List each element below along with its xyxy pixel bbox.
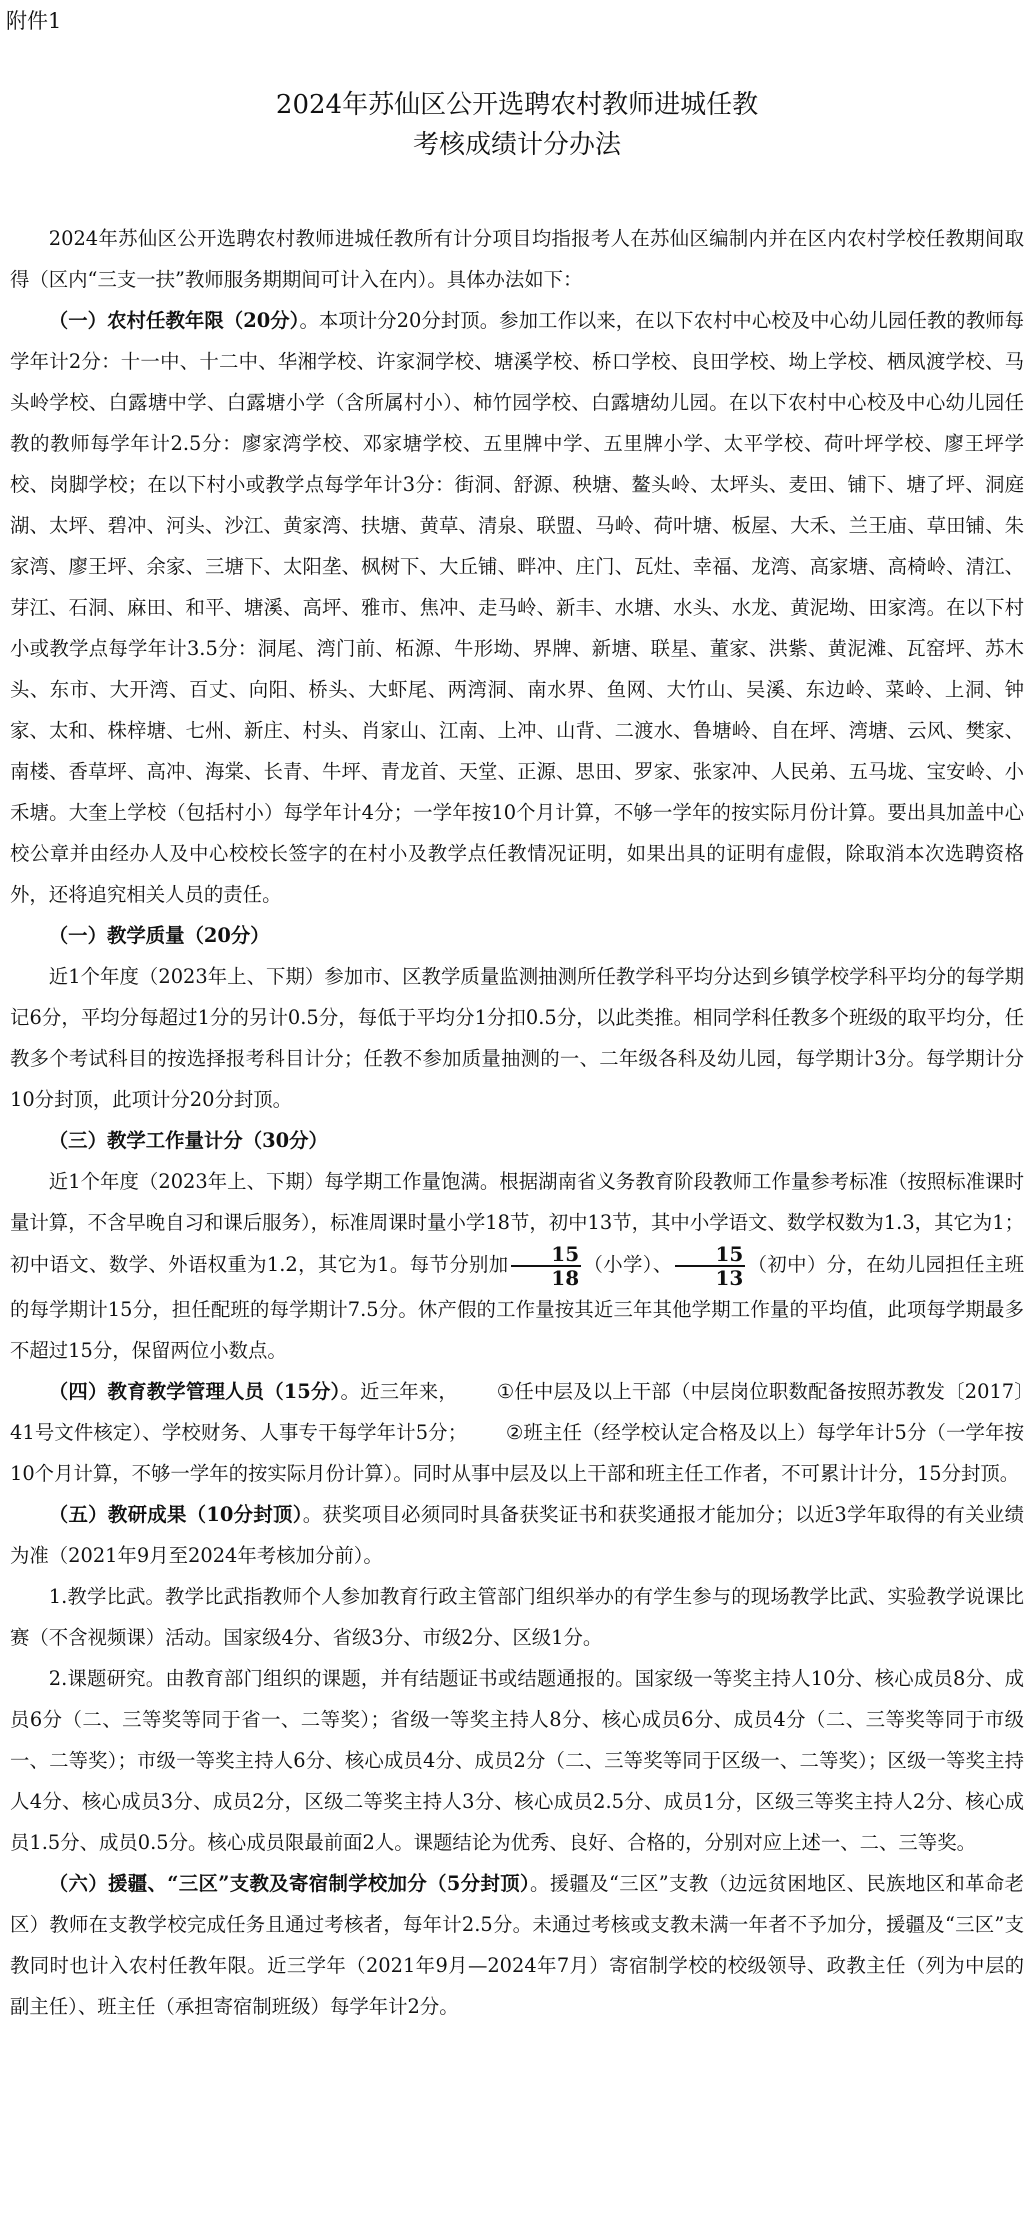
section-2-body: 近1个年度（2023年上、下期）参加市、区教学质量监测抽测所任教学科平均分达到乡镇学校学科平均分的每学期记6分，平均分每超过1分的另计0.5分，每低于平均分1分扣0.5分，以此类推。相同学科任教多个班级的取平均分，任教多个考试科目的按选择报考科目计分；任教不参加质量抽测的一、二年级各科及幼儿园，每学期计3分。每学期计分10分封顶，此项计分20分封顶。 — [10, 965, 1024, 1111]
document-body — [10, 218, 1024, 2027]
document-title-line-1: 2024年苏仙区公开选聘农村教师进城任教 — [275, 90, 759, 120]
fraction-junior — [675, 1243, 746, 1289]
intro-paragraph — [10, 218, 1024, 300]
section-4-paragraph — [10, 1371, 1024, 1494]
section-3-body-a: 近1个年度（2023年上、下期）每学期工作量饱满。根据湖南省义务教育阶段教师工作量参考标准（按照标准课时量计算，不含早晚自习和课后服务），标准周课时量小学18节，初中13节，其中小学语文、数学权数为1.3，其它为1；初中语文、数学、外语权重为1.2，其它为1。每节分别加 — [10, 1170, 1024, 1276]
section-1-paragraph — [10, 300, 1024, 915]
section-1-body: 。本项计分20分封顶。参加工作以来，在以下农村中心校及中心幼儿园任教的教师每学年计2分：十一中、十二中、华湘学校、许家洞学校、塘溪学校、桥口学校、良田学校、坳上学校、栖凤渡学校、马头岭学校、白露塘中学、白露塘小学（含所属村小）、柿竹园学校、白露塘幼儿园。在以下农村中心校及中心幼儿园任教的教师每学年计2.5分：廖家湾学校、邓家塘学校、五里牌中学、五里牌小学、太平学校、荷叶坪学校、廖王坪学校、岗脚学校；在以下村小或教学点每学年计3分：街洞、舒源、秧塘、鳌头岭、太坪头、麦田、铺下、塘了坪、洞庭湖、太坪、碧冲、河头、沙江、黄家湾、扶塘、黄草、清泉、联盟、马岭、荷叶塘、板屋、大禾、兰王庙、草田铺、朱家湾、廖王坪、余家、三塘下、太阳垄、枫树下、大丘铺、畔冲、庄门、瓦灶、幸福、龙湾、高家塘、高椅岭、清江、芽江、石洞、麻田、和平、塘溪、高坪、雅市、焦冲、走马岭、新丰、水塘、水头、水龙、黄泥坳、田家湾。在以下村小或教学点每学年计3.5分：洞尾、湾门前、柘源、牛形坳、界牌、新塘、联星、董家、洪紫、黄泥滩、瓦窑坪、苏木头、东市、大开湾、百丈、向阳、桥头、大虾尾、两湾洞、南水界、鱼网、大竹山、吴溪、东边岭、菜岭、上洞、钟家、太和、株梓塘、七州、新庄、村头、肖家山、江南、上冲、山背、二渡水、鲁塘岭、自在坪、湾塘、云风、樊家、南楼、香草坪、高冲、海棠、长青、牛坪、青龙首、天堂、正源、思田、罗家、张家冲、人民弟、五马垅、宝安岭、小禾塘。大奎上学校（包括村小）每学年计4分；一学年按10个月计算，不够一学年的按实际月份计算。要出具加盖中心校公章并由经办人及中心校校长签字的在村小及教学点任教情况证明，如果出具的证明有虚假，除取消本次选聘资格外，还将追究相关人员的责任。 — [10, 309, 1024, 906]
fraction-primary-denominator: 18 — [551, 1266, 580, 1290]
section-3-body-b: （初中）分，在幼儿园担任主班的每学期计15分，担任配班的每学期计7.5分。休产假的工作量按其近三年其他学期工作量的平均值，此项每学期最多不超过15分，保留两位小数点。 — [10, 1253, 1024, 1362]
section-4-body-a: 。近三年来， — [340, 1380, 458, 1403]
section-3-heading: （三）教学工作量计分（30分） — [48, 1129, 328, 1152]
section-4-heading: （四）教育教学管理人员（15分） — [48, 1380, 341, 1403]
document-title-line-2: 考核成绩计分办法 — [412, 130, 621, 160]
fraction-junior-denominator: 13 — [715, 1266, 744, 1290]
section-3-heading-paragraph — [10, 1120, 1024, 1161]
section-6-paragraph — [10, 1863, 1024, 2027]
section-6-body: 。援疆及“三区”支教（边远贫困地区、民族地区和革命老区）教师在支教学校完成任务且通过考核者，每年计2.5分。未通过考核或支教未满一年者不予加分，援疆及“三区”支教同时也计入农村任教年限。近三学年（2021年9月—2024年7月）寄宿制学校的校级领导、政教主任（列为中层的副主任）、班主任（承担寄宿制班级）每学年计2分。 — [10, 1872, 1024, 2018]
circled-one-marker: ① — [496, 1380, 515, 1403]
section-5-item-1-text: 1.教学比武。教学比武指教师个人参加教育行政主管部门组织举办的有学生参与的现场教学比武、实验教学说课比赛（不含视频课）活动。国家级4分、省级3分、市级2分、区级1分。 — [10, 1585, 1024, 1649]
section-2-heading-paragraph — [10, 915, 1024, 956]
section-5-paragraph — [10, 1494, 1024, 1576]
fraction-junior-numerator: 15 — [675, 1243, 746, 1267]
section-5-body: 。获奖项目必须同时具备获奖证书和获奖通报才能加分；以近3学年取得的有关业绩为准（2021年9月至2024年考核加分前）。 — [10, 1503, 1024, 1567]
section-2-paragraph — [10, 956, 1024, 1120]
section-6-heading: （六）援疆、“三区”支教及寄宿制学校加分（5分封顶） — [48, 1872, 531, 1895]
fraction-primary-numerator: 15 — [511, 1243, 582, 1267]
section-1-heading: （一）农村任教年限（20分） — [48, 309, 300, 332]
circled-two-marker: ② — [505, 1421, 524, 1444]
section-5-item-1 — [10, 1576, 1024, 1658]
section-4-body-c: 班主任（经学校认定合格及以上）每学年计5分（一学年按10个月计算，不够一学年的按实际月份计算）。同时从事中层及以上干部和班主任工作者，不可累计计分，15分封顶。 — [10, 1421, 1024, 1485]
attachment-label: 附件1 — [6, 9, 62, 33]
section-5-item-2-text: 2.课题研究。由教育部门组织的课题，并有结题证书或结题通报的。国家级一等奖主持人10分、核心成员8分、成员6分（二、三等奖等同于省一、二等奖）；省级一等奖主持人8分、核心成员6分、成员4分（二、三等奖等同于市级一、二等奖）；市级一等奖主持人6分、核心成员4分、成员2分（二、三等奖等同于区级一、二等奖）；区级一等奖主持人4分、核心成员3分、成员2分，区级二等奖主持人3分、核心成员2.5分、成员1分，区级三等奖主持人2分、核心成员1.5分、成员0.5分。核心成员限最前面2人。课题结论为优秀、良好、合格的，分别对应上述一、二、三等奖。 — [10, 1667, 1024, 1854]
section-5-item-2 — [10, 1658, 1024, 1863]
fraction-primary — [511, 1243, 582, 1289]
section-3-mid: （小学）、 — [583, 1253, 673, 1276]
section-4-body-b: 任中层及以上干部（中层岗位职数配备按照苏教发〔2017〕41号文件核定）、学校财务、人事专干每学年计5分； — [10, 1380, 1025, 1444]
intro-text: 2024年苏仙区公开选聘农村教师进城任教所有计分项目均指报考人在苏仙区编制内并在区内农村学校任教期间取得（区内“三支一扶”教师服务期期间可计入在内）。具体办法如下： — [10, 227, 1024, 291]
section-2-heading: （一）教学质量（20分） — [48, 924, 270, 947]
section-5-heading: （五）教研成果（10分封顶） — [48, 1503, 303, 1526]
section-3-paragraph — [10, 1161, 1024, 1371]
